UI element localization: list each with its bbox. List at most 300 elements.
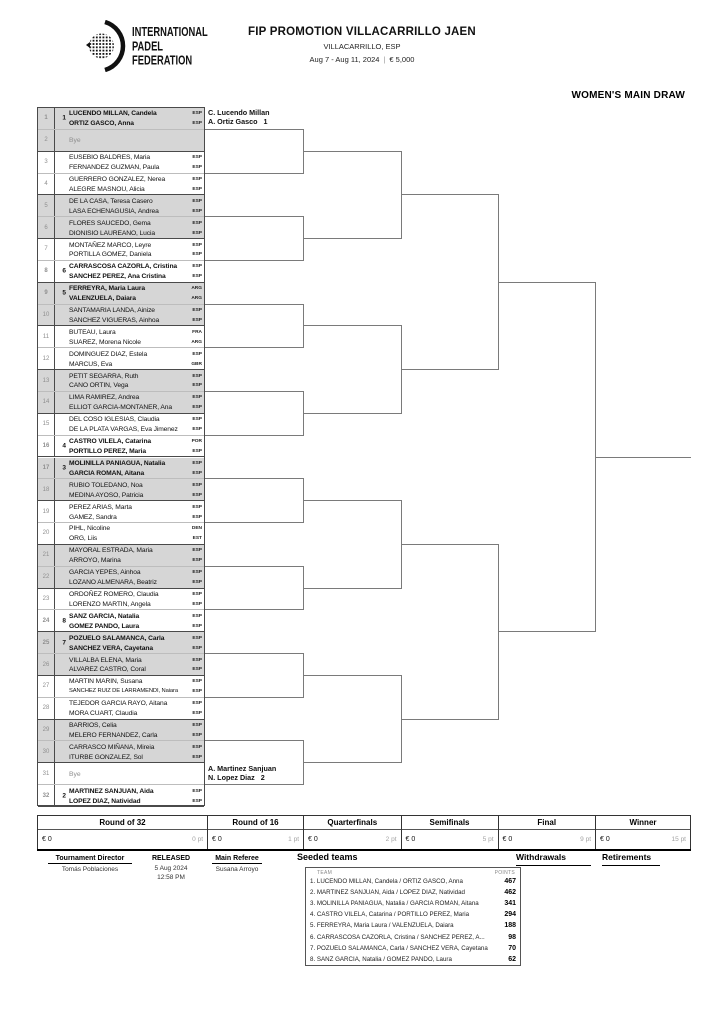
round-points: 2 pt	[385, 836, 397, 843]
entry-team-cell	[55, 632, 204, 653]
draw-entry-row	[38, 654, 204, 676]
draw-entry-row	[38, 261, 204, 283]
seeded-teams-table	[305, 867, 521, 966]
player-line	[69, 512, 202, 522]
player-country-code: ESP	[192, 242, 202, 248]
entry-position-number: 7	[38, 239, 55, 260]
player-name: SANCHEZ VIGUERAS, Ainhoa	[69, 316, 160, 324]
draw-entry-row	[38, 545, 204, 567]
player-country-code: ESP	[192, 470, 202, 476]
seeded-team-row	[306, 909, 520, 920]
player-line	[69, 721, 202, 731]
player-name: GAMEZ, Sandra	[69, 513, 117, 521]
draw-title: WOMEN'S MAIN DRAW	[571, 90, 685, 101]
draw-entry-row	[38, 326, 204, 348]
player-line	[69, 468, 202, 478]
bracket-horizontal-line	[205, 216, 303, 217]
player-name: SANTAMARIA LANDA, Ainize	[69, 307, 155, 315]
bracket-horizontal-line	[303, 325, 401, 326]
entry-position-number: 13	[38, 370, 55, 391]
round-prize: € 0	[212, 836, 222, 843]
bracket-horizontal-line	[205, 260, 303, 261]
player-line	[69, 316, 202, 326]
player-name: GARCIA ROMAN, Aitana	[69, 469, 145, 477]
entry-team-cell	[55, 458, 204, 479]
round-points: 0 pt	[192, 836, 203, 843]
round-name: Winner	[596, 816, 690, 830]
player-line	[69, 643, 202, 653]
player-line	[69, 633, 202, 643]
entry-position-number: 21	[38, 545, 55, 566]
bracket-vertical-line	[401, 675, 402, 763]
player-name: MOLINILLA PANIAGUA, Natalia	[69, 459, 166, 467]
player-name: MELERO FERNANDEZ, Carla	[69, 731, 158, 739]
entry-team-cell	[55, 436, 204, 457]
player-country-code: POR	[191, 439, 202, 445]
player-name: PORTILLO PEREZ, Maria	[69, 448, 147, 456]
player-line	[69, 796, 202, 806]
logo-line-2: PADEL	[132, 37, 164, 54]
entry-position-number: 1	[38, 108, 55, 129]
player-line	[69, 206, 202, 216]
bracket-horizontal-line	[205, 391, 303, 392]
round-prize: € 0	[42, 836, 52, 843]
player-country-code: ESP	[192, 645, 202, 651]
round-values	[304, 830, 401, 849]
player-name: MARCUS, Eva	[69, 360, 113, 368]
draw-entry-row	[38, 436, 204, 458]
player-country-code: ESP	[192, 252, 202, 258]
entry-position-number: 17	[38, 458, 55, 479]
player-name: DE LA PLATA VARGAS, Eva Jimenez	[69, 426, 178, 434]
player-name: TEJEDOR GARCIA RAYO, Aitana	[69, 700, 168, 708]
entry-seed-number: 2	[62, 792, 66, 800]
entry-team-cell	[55, 195, 204, 216]
player-name: ORDOÑEZ ROMERO, Claudia	[69, 591, 159, 599]
round-column	[401, 816, 498, 849]
bracket-horizontal-line	[498, 631, 596, 632]
entry-team-cell	[55, 348, 204, 369]
bracket-horizontal-line	[205, 653, 303, 654]
player-name: DEL COSO IGLESIAS, Claudia	[69, 416, 160, 424]
player-country-code: ESP	[192, 570, 202, 576]
advancing-team-player-1: A. Martinez Sanjuan	[208, 763, 277, 773]
draw-entry-row	[38, 130, 204, 152]
advancing-team-bottom	[208, 765, 276, 783]
draw-entry-row	[38, 720, 204, 742]
tournament-director-name: Tomás Poblaciones	[61, 866, 119, 873]
player-name: POZUELO SALAMANCA, Carla	[69, 634, 165, 642]
bracket-vertical-line	[303, 304, 304, 349]
player-name: PIHL, Nicoline	[69, 525, 110, 533]
draw-entry-row	[38, 676, 204, 698]
round-prize: € 0	[308, 836, 318, 843]
player-country-code: ESP	[192, 208, 202, 214]
bracket-vertical-line	[401, 500, 402, 588]
seeded-team-row	[306, 876, 520, 887]
main-referee-block	[212, 855, 262, 873]
entry-seed-number: 3	[62, 464, 66, 472]
round-prize: € 0	[502, 836, 513, 843]
round-points: 9 pt	[580, 836, 591, 843]
player-name: DE LA CASA, Teresa Casero	[69, 197, 153, 205]
player-name: MONTAÑEZ MARCO, Leyre	[69, 241, 152, 249]
entry-position-number: 27	[38, 676, 55, 697]
player-country-code: ESP	[192, 121, 202, 127]
round-values	[499, 830, 596, 849]
player-name: RUBIO TOLEDANO, Noa	[69, 481, 143, 489]
advancing-team-player-2: N. Lopez Diaz 2	[208, 772, 265, 782]
rounds-bar	[37, 815, 691, 851]
player-country-code: ARG	[191, 296, 202, 302]
player-country-code: ESP	[192, 657, 202, 663]
draw-entry-row	[38, 567, 204, 589]
tournament-director-label: Tournament Director	[48, 855, 132, 864]
entry-team-cell	[55, 720, 204, 741]
bye-label: Bye	[69, 770, 81, 778]
bracket-horizontal-line	[401, 544, 498, 545]
draw-entry-row	[38, 283, 204, 305]
player-name: DIONISIO LAUREANO, Lucia	[69, 229, 156, 237]
player-line	[69, 480, 202, 490]
seeded-header-points: POINTS	[494, 870, 515, 876]
player-country-code: ESP	[192, 186, 202, 192]
player-name: CARRASCO MIÑANA, Mireia	[69, 743, 155, 751]
player-line	[69, 611, 202, 621]
bye-label: Bye	[69, 137, 81, 145]
logo-line-3: FEDERATION	[132, 51, 193, 68]
seeded-team-row	[306, 898, 520, 909]
player-line	[69, 349, 202, 359]
player-country-code: ESP	[192, 155, 202, 161]
seeded-team-row	[306, 920, 520, 931]
entry-position-number: 3	[38, 152, 55, 173]
player-country-code: ESP	[192, 482, 202, 488]
seeded-team-points: 98	[508, 933, 516, 941]
player-country-code: ESP	[192, 230, 202, 236]
player-name: ORTIZ GASCO, Anna	[69, 120, 134, 128]
draw-entry-row	[38, 785, 204, 807]
round-points: 1 pt	[288, 836, 299, 843]
player-country-code: ESP	[192, 744, 202, 750]
entry-team-cell	[55, 305, 204, 326]
entry-position-number: 25	[38, 632, 55, 653]
bracket-horizontal-line	[498, 282, 596, 283]
entry-team-cell	[55, 763, 204, 784]
player-name: SUAREZ, Morena Nicole	[69, 338, 141, 346]
round-column	[595, 816, 691, 849]
player-country-code: ESP	[192, 220, 202, 226]
bracket-vertical-line	[303, 653, 304, 698]
entry-position-number: 19	[38, 501, 55, 522]
player-line	[69, 284, 202, 294]
player-line	[69, 337, 202, 347]
seeded-team-name: 7. POZUELO SALAMANCA, Carla / SANCHEZ VERA, Cayetana	[310, 944, 488, 952]
entry-team-cell	[55, 326, 204, 347]
bracket-horizontal-line	[303, 413, 401, 414]
player-line	[69, 415, 202, 425]
player-country-code: ESP	[192, 798, 202, 804]
federation-logo-icon	[86, 20, 126, 72]
player-country-code: ESP	[192, 317, 202, 323]
entry-position-number: 29	[38, 720, 55, 741]
bracket-horizontal-line	[303, 588, 401, 589]
round-values	[208, 830, 303, 849]
player-country-code: ESP	[192, 635, 202, 641]
player-country-code: ESP	[192, 383, 202, 389]
entry-team-cell	[55, 610, 204, 631]
player-line	[69, 524, 202, 534]
retirements-label: Retirements	[602, 852, 660, 866]
entry-position-number: 2	[38, 130, 55, 151]
player-name: PETIT SEGARRA, Ruth	[69, 372, 139, 380]
player-country-code: ESP	[192, 623, 202, 629]
player-country-code: ESP	[192, 679, 202, 685]
player-country-code: ESP	[192, 558, 202, 564]
entry-position-number: 11	[38, 326, 55, 347]
draw-entry-row	[38, 174, 204, 196]
draw-entry-row	[38, 348, 204, 370]
player-country-code: GBR	[191, 361, 202, 367]
advancing-team-seed: 1	[263, 117, 268, 127]
entry-position-number: 20	[38, 523, 55, 544]
player-line	[69, 403, 202, 413]
bracket-horizontal-line	[205, 697, 303, 698]
player-name: VALENZUELA, Daiara	[69, 295, 136, 303]
player-name: LUCENDO MILLAN, Candela	[69, 110, 157, 118]
round-name: Semifinals	[402, 816, 498, 830]
round-values	[402, 830, 498, 849]
player-name: CANO ORTIN, Vega	[69, 382, 129, 390]
player-country-code: ESP	[192, 460, 202, 466]
player-country-code: DEN	[191, 526, 202, 532]
bracket-horizontal-line	[205, 129, 303, 130]
tournament-title: FIP PROMOTION VILLACARRILLO JAEN	[248, 26, 476, 38]
bracket-horizontal-line	[401, 719, 498, 720]
entry-seed-number: 6	[62, 267, 66, 275]
tournament-dates-prize	[182, 55, 542, 64]
entry-position-number: 28	[38, 698, 55, 719]
seeded-header-team: TEAM	[317, 870, 333, 876]
bracket-horizontal-line	[595, 457, 691, 458]
seeded-team-points: 188	[504, 922, 516, 930]
player-name: SANCHEZ PEREZ, Ana Cristina	[69, 273, 166, 281]
bracket-vertical-line	[303, 566, 304, 611]
player-name: CARRASCOSA CAZORLA, Cristina	[69, 263, 178, 271]
separator: |	[383, 55, 386, 64]
entry-position-number: 14	[38, 392, 55, 413]
player-name: ARROYO, Marina	[69, 557, 121, 565]
bracket-horizontal-line	[205, 566, 303, 567]
bracket-horizontal-line	[205, 304, 303, 305]
entry-team-cell	[55, 785, 204, 806]
entry-seed-number: 5	[62, 289, 66, 297]
player-line	[69, 599, 202, 609]
player-name: FERNANDEZ GUZMAN, Paula	[69, 164, 160, 172]
round-values	[596, 830, 690, 849]
player-line	[69, 731, 202, 741]
player-line	[69, 175, 202, 185]
tournament-director-block	[48, 855, 132, 873]
entry-team-cell	[55, 239, 204, 260]
player-line	[69, 381, 202, 391]
tournament-header	[182, 26, 542, 64]
draw-entry-row	[38, 414, 204, 436]
player-country-code: ESP	[192, 711, 202, 717]
draw-entry-row	[38, 501, 204, 523]
seeded-team-points: 462	[504, 889, 516, 897]
player-line	[69, 262, 202, 272]
player-name: PEREZ ARIAS, Marta	[69, 503, 132, 511]
entry-team-cell	[55, 130, 204, 151]
entry-position-number: 22	[38, 567, 55, 588]
player-name: LOZANO ALMENARA, Beatriz	[69, 579, 157, 587]
player-name: SANCHEZ RUIZ DE LARRAMENDI, Naiara	[69, 687, 179, 694]
bracket-horizontal-line	[401, 369, 498, 370]
bracket-horizontal-line	[205, 784, 303, 785]
logo-line-1: INTERNATIONAL	[132, 23, 208, 39]
player-country-code: ESP	[192, 274, 202, 280]
player-line	[69, 621, 202, 631]
player-country-code: ARG	[191, 286, 202, 292]
player-name: MEDINA AYOSO, Patricia	[69, 491, 144, 499]
released-date: 5 Aug 2024	[154, 865, 188, 872]
player-line	[69, 327, 202, 337]
player-name: FERREYRA, Maria Laura	[69, 285, 145, 293]
draw-entry-row	[38, 698, 204, 720]
bracket-horizontal-line	[303, 238, 401, 239]
released-time: 12:58 PM	[157, 874, 185, 881]
player-country-code: EST	[192, 536, 202, 542]
player-line	[69, 534, 202, 544]
entry-team-cell	[55, 741, 204, 762]
player-name: GOMEZ PANDO, Laura	[69, 622, 140, 630]
entry-position-number: 6	[38, 217, 55, 238]
bracket-vertical-line	[401, 325, 402, 413]
player-country-code: ESP	[192, 754, 202, 760]
bracket-horizontal-line	[205, 347, 303, 348]
entry-position-number: 16	[38, 436, 55, 457]
player-name: BARRIOS, Celia	[69, 722, 117, 730]
bracket-vertical-line	[303, 391, 304, 436]
bracket-horizontal-line	[205, 478, 303, 479]
player-name: ELLIOT GARCIA-MONTANER, Ana	[69, 404, 172, 412]
player-country-code: ESP	[192, 308, 202, 314]
player-country-code: ESP	[192, 198, 202, 204]
round-column	[498, 816, 596, 849]
player-country-code: ESP	[192, 688, 202, 694]
bracket-horizontal-line	[205, 522, 303, 523]
player-line	[69, 250, 202, 260]
bracket-horizontal-line	[205, 173, 303, 174]
player-country-code: ESP	[192, 449, 202, 455]
entry-team-cell	[55, 392, 204, 413]
bracket-vertical-line	[303, 216, 304, 261]
player-line	[69, 119, 202, 129]
round-name: Round of 32	[38, 816, 207, 830]
round-values	[38, 830, 207, 849]
entry-position-number: 26	[38, 654, 55, 675]
player-name: LORENZO MARTIN, Angela	[69, 600, 151, 608]
round-column	[37, 816, 207, 849]
player-country-code: ESP	[192, 548, 202, 554]
bracket-vertical-line	[498, 194, 499, 370]
main-referee-label: Main Referee	[212, 855, 262, 864]
round-prize: € 0	[600, 836, 610, 843]
advancing-team-top	[208, 109, 270, 127]
withdrawals-label: Withdrawals	[516, 852, 591, 866]
player-country-code: ESP	[192, 701, 202, 707]
player-line	[69, 686, 202, 697]
draw-entry-row	[38, 217, 204, 239]
seeded-team-points: 341	[504, 900, 516, 908]
draw-entry-row	[38, 305, 204, 327]
draw-entry-row	[38, 152, 204, 174]
entry-team-cell	[55, 654, 204, 675]
draw-entry-row	[38, 195, 204, 217]
draw-entry-row	[38, 458, 204, 480]
player-country-code: ARG	[191, 339, 202, 345]
player-line	[69, 228, 202, 238]
player-name: FLORES SAUCEDO, Gema	[69, 219, 151, 227]
player-country-code: ESP	[192, 788, 202, 794]
entry-position-number: 32	[38, 785, 55, 806]
player-line	[69, 546, 202, 556]
player-country-code: ESP	[192, 165, 202, 171]
seeded-team-points: 62	[508, 955, 516, 963]
entry-seed-number: 1	[62, 114, 66, 122]
bracket-horizontal-line	[303, 675, 401, 676]
player-line	[69, 459, 202, 469]
player-name: MARTINEZ SANJUAN, Aida	[69, 787, 154, 795]
entry-position-number: 8	[38, 261, 55, 282]
player-name: CASTRO VILELA, Catarina	[69, 438, 152, 446]
draw-entry-row	[38, 108, 204, 130]
bracket-horizontal-line	[205, 435, 303, 436]
player-line	[69, 677, 202, 686]
entry-team-cell	[55, 217, 204, 238]
player-country-code: ESP	[192, 613, 202, 619]
player-line	[69, 393, 202, 403]
entry-team-cell	[55, 676, 204, 697]
entry-team-cell	[55, 523, 204, 544]
draw-entry-row	[38, 392, 204, 414]
entry-seed-number: 4	[62, 442, 66, 450]
bracket-vertical-line	[498, 544, 499, 720]
player-country-code: ESP	[192, 492, 202, 498]
round-column	[207, 816, 303, 849]
seeded-team-name: 2. MARTINEZ SANJUAN, Aida / LOPEZ DIAZ, Natividad	[310, 889, 465, 897]
player-country-code: ESP	[192, 417, 202, 423]
player-country-code: ESP	[192, 580, 202, 586]
bracket-vertical-line	[595, 282, 596, 633]
entry-team-cell	[55, 479, 204, 500]
player-name: EUSEBIO BALDRES, Maria	[69, 154, 151, 162]
player-country-code: ESP	[192, 264, 202, 270]
entry-team-cell	[55, 174, 204, 195]
player-name: LOPEZ DIAZ, Natividad	[69, 797, 141, 805]
round-prize: € 0	[405, 836, 416, 843]
seeded-team-row	[306, 954, 520, 965]
advancing-team-seed: 2	[260, 772, 265, 782]
player-line	[69, 752, 202, 762]
entry-seed-number: 8	[62, 617, 66, 625]
player-country-code: ESP	[192, 601, 202, 607]
bracket-vertical-line	[401, 151, 402, 239]
player-name: ALEGRE MASNOU, Alicia	[69, 185, 145, 193]
player-line	[69, 359, 202, 369]
player-line	[69, 218, 202, 228]
